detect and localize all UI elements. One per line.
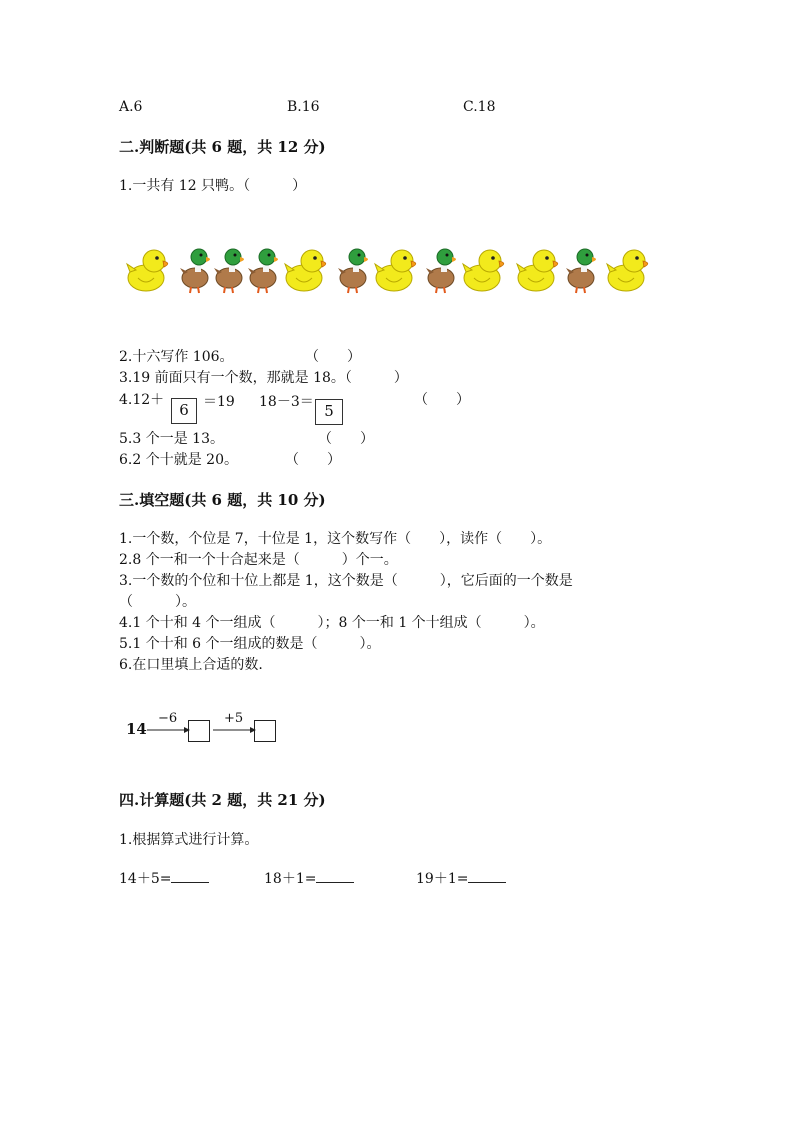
chain-start-number: 14 [126,720,147,738]
mallard-duck-icon [212,244,250,296]
sec2-q2: 2.十六写作 106。 [119,349,234,365]
sec3-q1: 1.一个数，个位是 7，十位是 1，这个数写作（ ），读作（ ）。 [119,531,552,547]
sec2-q1: 1.一共有 12 只鸭。（ ） [119,178,307,194]
yellow-duckling-icon [516,244,564,296]
yellow-duckling-icon [126,244,174,296]
mallard-duck-icon [564,244,602,296]
chain-empty-box-1[interactable] [188,720,210,742]
mallard-duck-icon [246,244,284,296]
mallard-duck-icon [336,244,374,296]
sec2-q4-b-prefix: 18－3＝ [259,394,314,410]
answer-box-5: 5 [315,399,343,425]
yellow-duckling-icon [462,244,510,296]
mallard-duck-icon [178,244,216,296]
chain-empty-box-2[interactable] [254,720,276,742]
sec3-q2: 2.8 个一和一个十合起来是（ ）个一。 [119,552,398,568]
yellow-duckling-icon [374,244,422,296]
sec3-q6: 6.在口里填上合适的数. [119,657,263,673]
equation-3-text: 19＋1= [416,871,469,887]
mallard-duck-icon [424,244,462,296]
chain-op-2: +5 [224,711,244,726]
sec2-q4-paren: （ ） [414,392,470,408]
section-2-title: 二.判断题(共 6 题，共 12 分) [119,138,326,156]
yellow-duckling-icon [284,244,332,296]
sec3-q3-line2: （ ）。 [119,594,196,610]
equation-3 [416,868,506,888]
option-c: C.18 [463,99,496,115]
chain-op-1: −6 [158,711,178,726]
option-b: B.16 [287,99,320,115]
answer-blank-3[interactable] [468,868,506,883]
sec2-q6: 6.2 个十就是 20。 [119,452,238,468]
sec2-q4-a-suffix: ＝19 [203,394,235,410]
sec3-q5: 5.1 个十和 6 个一组成的数是（ ）。 [119,636,381,652]
sec2-q3: 3.19 前面只有一个数，那就是 18。（ ） [119,370,408,386]
section-4-title: 四.计算题(共 2 题，共 21 分) [119,791,326,809]
answer-blank-1[interactable] [171,868,209,883]
section-3-title: 三.填空题(共 6 题，共 10 分) [119,491,326,509]
equation-1-text: 14＋5= [119,871,172,887]
sec2-q4-a-prefix: 4.12＋ [119,392,165,408]
sec2-q2-paren: （ ） [305,349,361,365]
sec3-q4: 4.1 个十和 4 个一组成（ ）；8 个一和 1 个十组成（ ）。 [119,615,545,631]
sec2-q5-paren: （ ） [318,431,374,447]
equation-2-text: 18＋1= [264,871,317,887]
sec2-q6-paren: （ ） [285,452,341,468]
equation-2 [264,868,354,888]
answer-blank-2[interactable] [316,868,354,883]
answer-box-6: 6 [171,398,197,424]
sec4-q1: 1.根据算式进行计算。 [119,832,259,848]
option-a: A.6 [119,99,143,115]
sec3-q3-line1: 3.一个数的个位和十位上都是 1，这个数是（ ），它后面的一个数是 [119,573,573,589]
equation-1 [119,868,209,888]
sec2-q5: 5.3 个一是 13。 [119,431,224,447]
yellow-duckling-icon [606,244,654,296]
duck-image-row [126,244,656,296]
